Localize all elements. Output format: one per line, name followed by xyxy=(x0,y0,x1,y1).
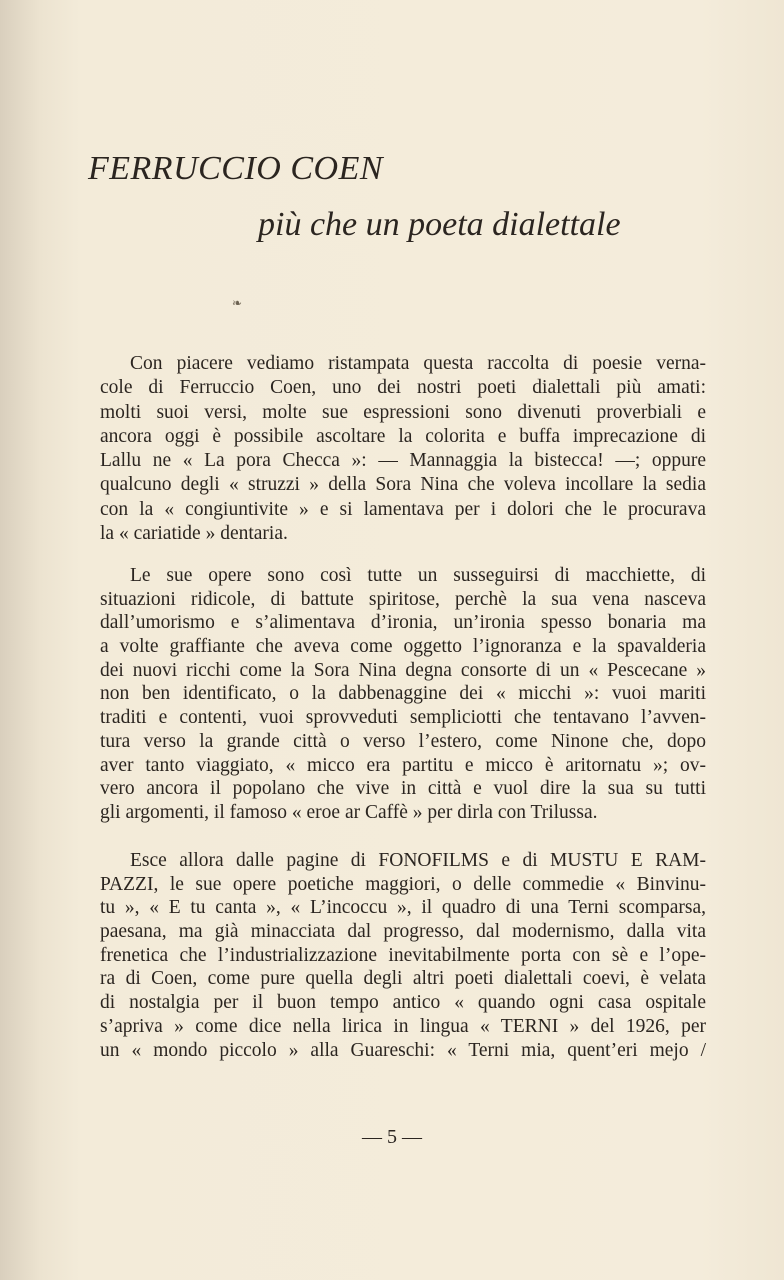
text-line: ancora oggi è possibile ascoltare la colorita e buffa imprecazione di xyxy=(100,425,706,447)
text-line: situazioni ridicole, di battute spiritose, perchè la sua vena nasceva xyxy=(100,588,706,610)
text-line: Esce allora dalle pagine di FONOFILMS e di MUSTU E RAM- xyxy=(130,850,706,871)
text-line: vero ancora il popolano che vive in città e vuol dire la sua su tutti xyxy=(100,778,706,800)
text-line: un « mondo piccolo » alla Guareschi: « Terni mia, quent’eri mejo / xyxy=(100,1039,706,1061)
ornament-mark: ❧ xyxy=(232,296,243,310)
text-line: traditi e contenti, vuoi sprovveduti sempliciotti che tentavano l’avven- xyxy=(100,707,706,729)
text-line: tura verso la grande città o verso l’estero, come Ninone che, dopo xyxy=(100,730,706,752)
page-number: — 5 — xyxy=(362,1126,422,1148)
text-line: Con piacere vediamo ristampata questa raccolta di poesie verna- xyxy=(130,353,706,374)
text-line: paesana, ma già minacciata dal progresso, dal modernismo, dalla vita xyxy=(100,921,706,943)
text-line: molti suoi versi, molte sue espressioni sono divenuti proverbiali e xyxy=(100,401,706,423)
text-line: a volte graffiante che aveva come oggetto l’ignoranza e la spavalderia xyxy=(100,636,706,658)
paragraph-1 xyxy=(100,352,706,546)
text-line: dall’umorismo e s’alimentava d’ironia, un’ironia spesso bonaria ma xyxy=(100,612,706,634)
text-line: non ben identificato, o la dabbenaggine dei « micchi »: vuoi mariti xyxy=(100,683,706,705)
text-line: con la « congiuntivite » e si lamentava per i dolori che le procurava xyxy=(100,498,706,520)
text-line: gli argomenti, il famoso « eroe ar Caffè » per dirla con Trilussa. xyxy=(100,801,598,823)
text-line: aver tanto viaggiato, « micco era partitu e micco è aritornatu »; ov- xyxy=(100,754,706,776)
text-line: di nostalgia per il buon tempo antico « quando ogni casa ospitale xyxy=(100,992,706,1014)
paragraph-2 xyxy=(100,564,706,825)
page-title: FERRUCCIO COEN xyxy=(88,150,384,187)
paragraph-3 xyxy=(100,849,706,1062)
text-line: tu », « E tu canta », « L’incoccu », il quadro di una Terni scomparsa, xyxy=(100,897,706,919)
text-line: ra di Coen, come pure quella degli altri poeti dialettali coevi, è velata xyxy=(100,968,706,990)
text-line: la « cariatide » dentaria. xyxy=(100,523,288,545)
text-line: Le sue opere sono così tutte un susseguirsi di macchiette, di xyxy=(130,565,706,586)
text-line: dei nuovi ricchi come la Sora Nina degna consorte di un « Pescecane » xyxy=(100,659,706,681)
page-subtitle: più che un poeta dialettale xyxy=(258,206,621,243)
text-line: s’apriva » come dice nella lirica in lingua « TERNI » del 1926, per xyxy=(100,1015,706,1037)
text-line: Lallu ne « La pora Checca »: — Mannaggia la bistecca! —; oppure xyxy=(100,450,706,472)
text-line: PAZZI, le sue opere poetiche maggiori, o delle commedie « Binvinu- xyxy=(100,873,706,895)
text-line: qualcuno degli « struzzi » della Sora Nina che voleva incollare la sedia xyxy=(100,474,706,496)
text-line: frenetica che l’industrializzazione inevitabilmente porta con sè e l’ope- xyxy=(100,944,706,966)
text-line: cole di Ferruccio Coen, uno dei nostri poeti dialettali più amati: xyxy=(100,377,706,399)
